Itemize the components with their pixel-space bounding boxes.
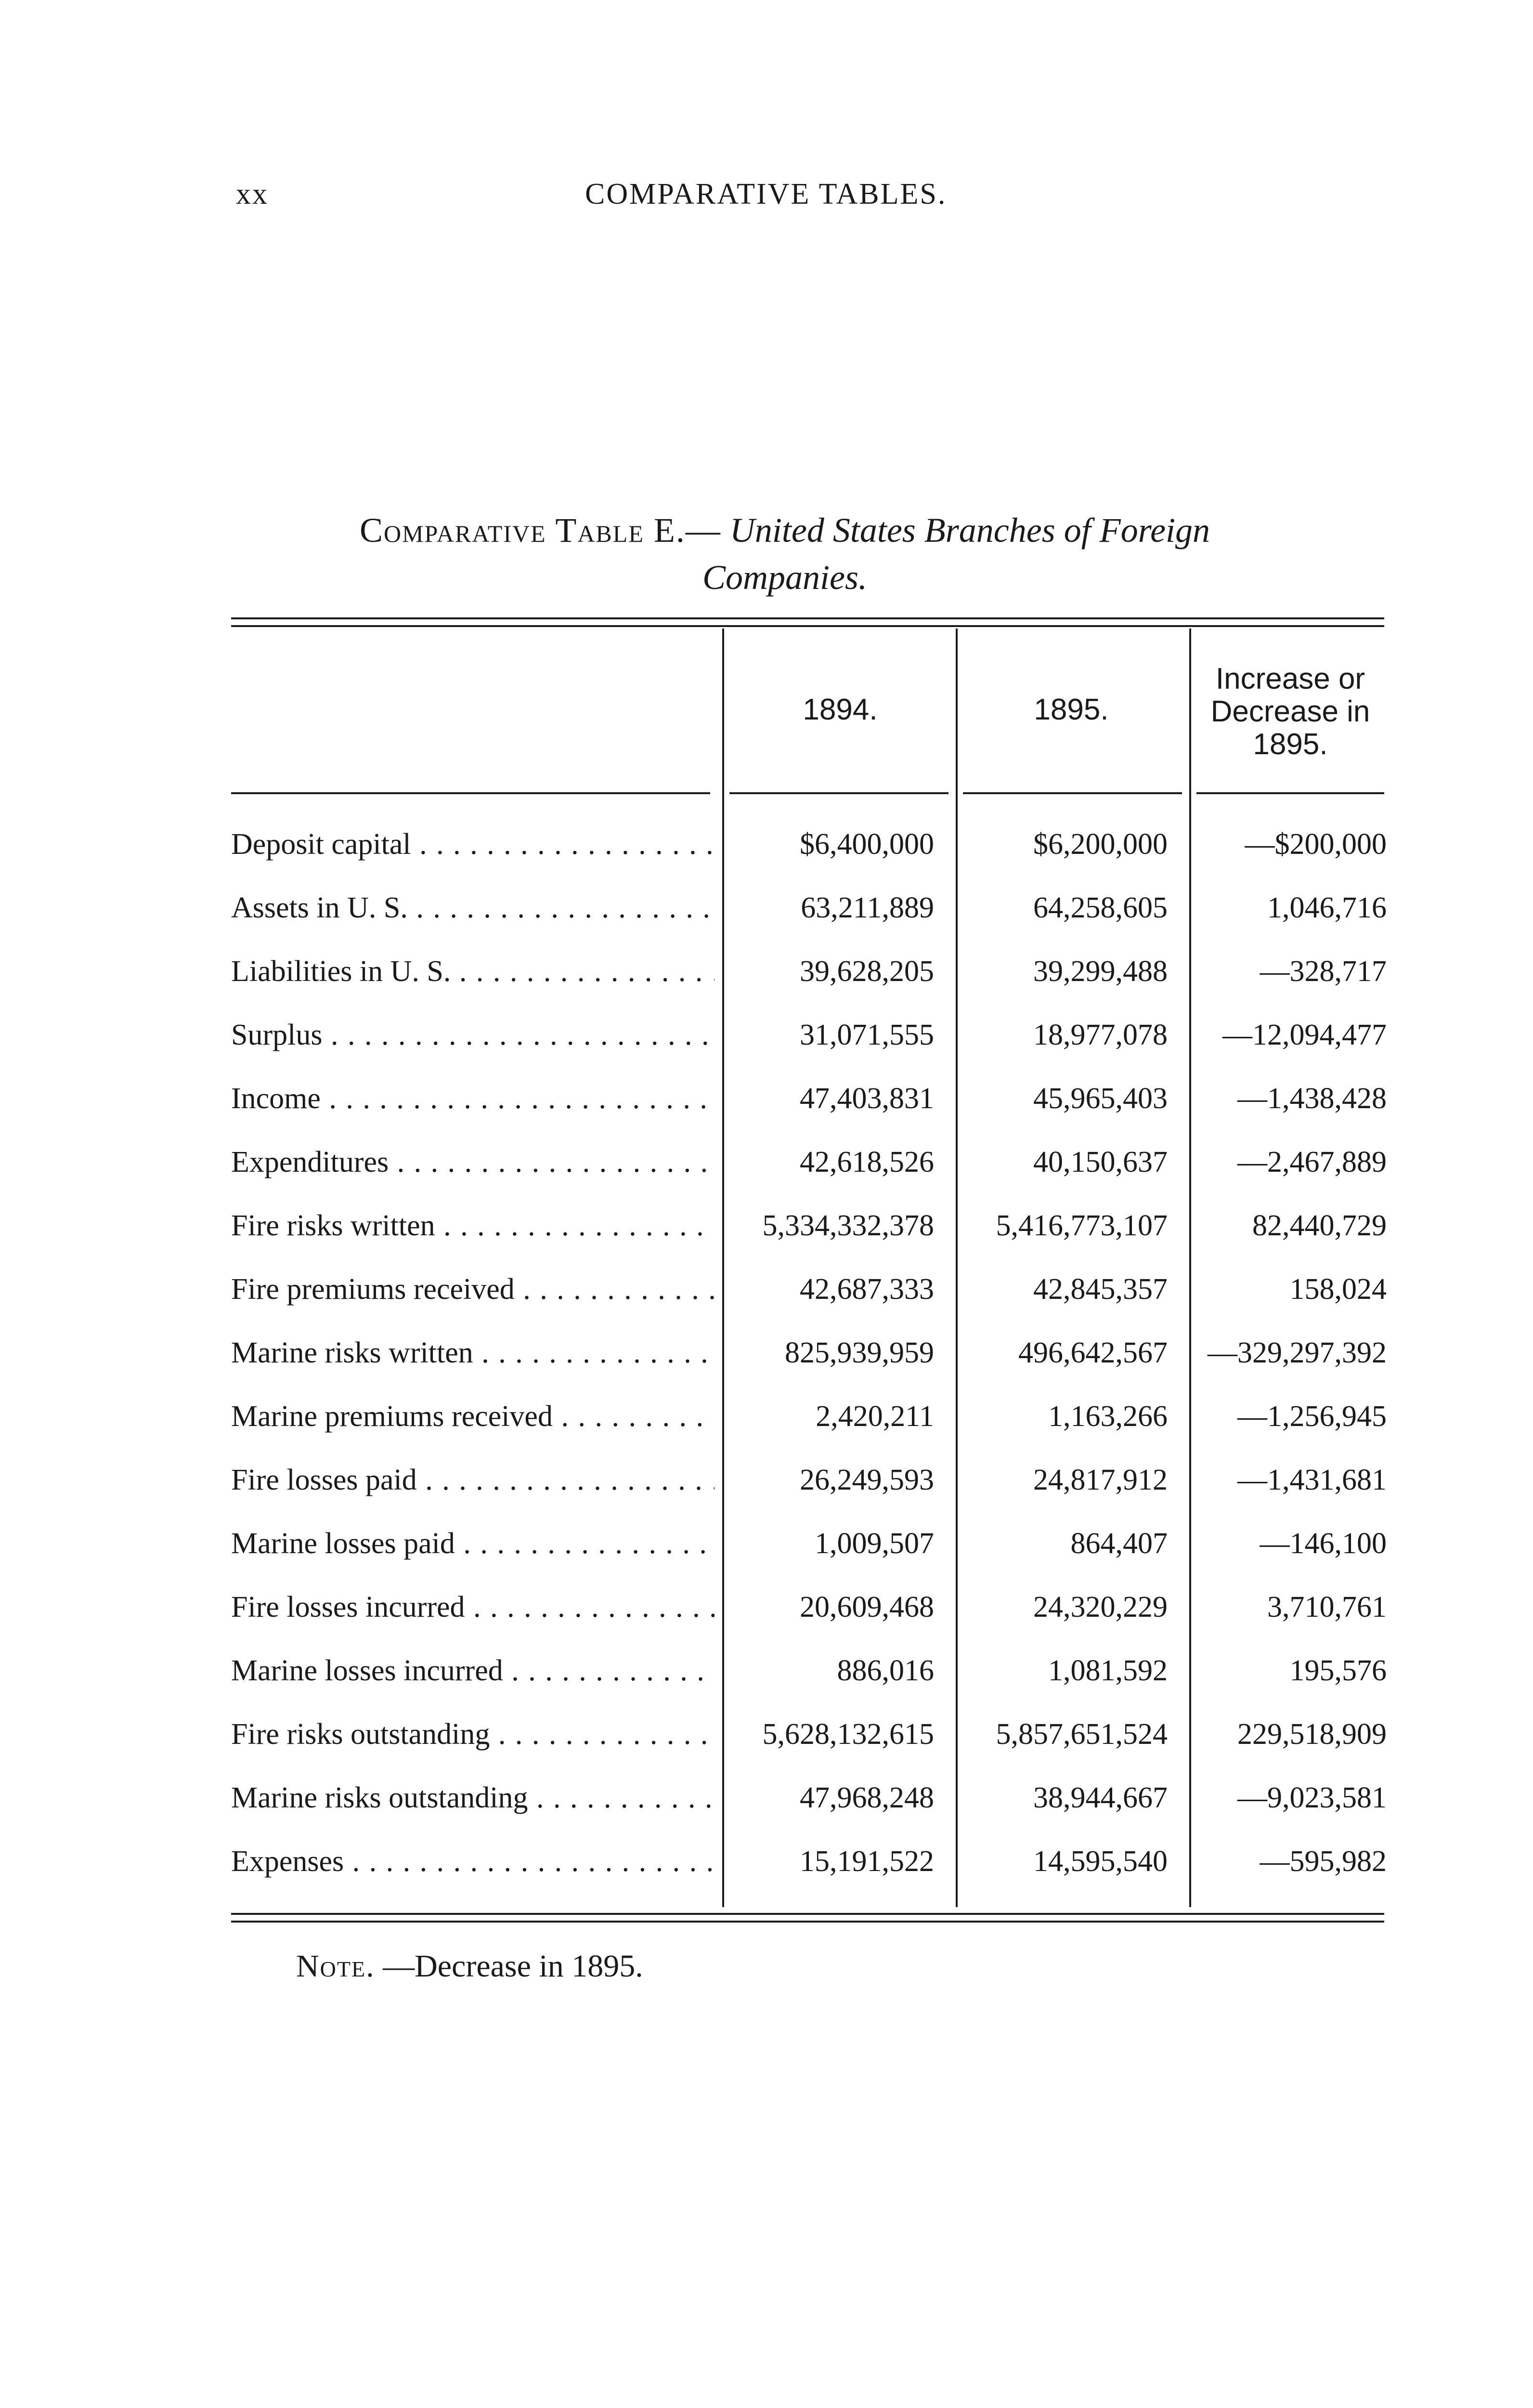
value-1894: 63,211,889 — [801, 891, 934, 924]
row-label: Marine premiums received . . . — [231, 1400, 715, 1434]
value-1895: 42,845,357 — [1033, 1273, 1168, 1306]
value-1895: 45,965,403 — [1033, 1082, 1168, 1115]
value-1894: 42,687,333 — [800, 1273, 934, 1306]
row-label: Fire premiums received . . . — [231, 1272, 715, 1307]
table-row — [0, 1527, 1533, 1590]
column-header-1894: 1894. — [803, 693, 878, 726]
table-row — [0, 955, 1533, 1018]
value-1894: 39,628,205 — [800, 955, 934, 988]
row-label: Expenses . . . — [231, 1845, 715, 1879]
value-1894: 2,420,211 — [816, 1400, 934, 1433]
value-1894: 31,071,555 — [800, 1019, 934, 1051]
column-header-1895: 1895. — [1034, 693, 1109, 726]
row-label: Fire losses incurred . . . — [231, 1590, 715, 1624]
column-header-change-line3: 1895. — [1253, 728, 1328, 761]
value-1894: 47,403,831 — [800, 1082, 934, 1115]
value-1894: 5,628,132,615 — [762, 1718, 934, 1751]
value-change: 3,710,761 — [1267, 1591, 1387, 1623]
row-label: Income . . . — [231, 1082, 715, 1116]
value-1895: 496,642,567 — [1018, 1336, 1168, 1369]
top-rule-1 — [231, 617, 1384, 619]
column-header-change — [1194, 663, 1387, 761]
header-rule-1895 — [963, 792, 1182, 794]
column-header-change-line1: Increase or — [1215, 662, 1365, 695]
row-label: Marine risks written . . . — [231, 1336, 715, 1370]
table-row — [0, 1209, 1533, 1272]
value-1894: 825,939,959 — [785, 1336, 934, 1369]
value-1895: 1,081,592 — [1048, 1654, 1168, 1687]
header-rule-1894 — [729, 792, 948, 794]
row-label: Fire risks written . . . — [231, 1209, 715, 1243]
table-row — [0, 1717, 1533, 1781]
row-label: Expenditures . . . — [231, 1145, 715, 1179]
value-1895: 5,416,773,107 — [996, 1209, 1168, 1242]
value-change: 195,576 — [1289, 1654, 1387, 1687]
value-1895: 1,163,266 — [1048, 1400, 1168, 1433]
note-text: —Decrease in 1895. — [383, 1949, 643, 1984]
value-1895: 14,595,540 — [1033, 1845, 1168, 1878]
table-row — [0, 1272, 1533, 1336]
value-change: —329,297,392 — [1208, 1336, 1387, 1369]
value-1895: 18,977,078 — [1033, 1019, 1168, 1051]
value-change: —328,717 — [1260, 955, 1387, 988]
caption-subject-line1: United States Branches of Foreign — [729, 511, 1210, 550]
value-1895: 38,944,667 — [1033, 1781, 1168, 1814]
note-label: Note. — [296, 1949, 375, 1984]
value-change: 82,440,729 — [1252, 1209, 1387, 1242]
bottom-rule-2 — [231, 1921, 1384, 1923]
value-change: —12,094,477 — [1222, 1019, 1387, 1051]
value-change: —1,438,428 — [1237, 1082, 1387, 1115]
header-rule-stub — [231, 792, 710, 794]
table-row — [0, 891, 1533, 955]
running-head: COMPARATIVE TABLES. — [585, 178, 947, 210]
value-change: —9,023,581 — [1237, 1781, 1387, 1814]
header-rule-change — [1196, 792, 1384, 794]
value-change: —1,431,681 — [1237, 1464, 1387, 1496]
value-1894: 47,968,248 — [800, 1781, 934, 1814]
row-label: Surplus . . . — [231, 1018, 715, 1052]
table-row — [0, 1654, 1533, 1717]
table-row — [0, 827, 1533, 891]
row-label: Assets in U. S. . . . — [231, 891, 715, 925]
value-1894: 15,191,522 — [800, 1845, 934, 1878]
top-rule-2 — [231, 625, 1384, 627]
column-header-change-line2: Decrease in — [1210, 695, 1370, 728]
table-row — [0, 1400, 1533, 1463]
value-change: —1,256,945 — [1237, 1400, 1387, 1433]
value-1895: 5,857,651,524 — [996, 1718, 1168, 1751]
table-row — [0, 1781, 1533, 1845]
value-1894: 26,249,593 — [800, 1464, 934, 1496]
value-1895: 40,150,637 — [1033, 1146, 1168, 1178]
row-label: Marine losses paid . . . — [231, 1527, 715, 1561]
value-change: —2,467,889 — [1237, 1146, 1387, 1178]
table-row — [0, 1336, 1533, 1400]
table-note — [296, 1948, 643, 1985]
page-number: xx — [236, 178, 269, 210]
table-row — [0, 1018, 1533, 1082]
value-change: —$200,000 — [1245, 828, 1387, 861]
row-label: Marine risks outstanding . . . — [231, 1781, 715, 1815]
value-change: —595,982 — [1260, 1845, 1387, 1878]
value-1894: 5,334,332,378 — [762, 1209, 934, 1242]
value-1895: $6,200,000 — [1033, 828, 1168, 861]
table-row — [0, 1845, 1533, 1908]
row-label: Marine losses incurred . . . — [231, 1654, 715, 1688]
table-row — [0, 1463, 1533, 1527]
row-label: Fire risks outstanding . . . — [231, 1717, 715, 1752]
value-1895: 24,320,229 — [1033, 1591, 1168, 1623]
value-1894: 20,609,468 — [800, 1591, 934, 1623]
value-1895: 39,299,488 — [1033, 955, 1168, 988]
row-label: Deposit capital . . . — [231, 827, 715, 862]
value-1895: 64,258,605 — [1033, 891, 1168, 924]
value-1894: $6,400,000 — [800, 828, 934, 861]
value-1895: 864,407 — [1070, 1527, 1168, 1560]
value-change: 158,024 — [1289, 1273, 1387, 1306]
table-row — [0, 1082, 1533, 1145]
value-1894: 42,618,526 — [800, 1146, 934, 1178]
bottom-rule-1 — [231, 1913, 1384, 1915]
value-change: 1,046,716 — [1267, 891, 1387, 924]
value-1894: 1,009,507 — [815, 1527, 934, 1560]
table-row — [0, 1145, 1533, 1209]
value-change: —146,100 — [1260, 1527, 1387, 1560]
value-1895: 24,817,912 — [1033, 1464, 1168, 1496]
value-change: 229,518,909 — [1237, 1718, 1387, 1751]
value-1894: 886,016 — [837, 1654, 934, 1687]
row-label: Fire losses paid . . . — [231, 1463, 715, 1497]
caption-subject-line2: Companies. — [702, 558, 867, 597]
row-label: Liabilities in U. S. . . . — [231, 955, 715, 989]
table-row — [0, 1590, 1533, 1654]
caption-label: Comparative Table E.— — [359, 511, 721, 550]
